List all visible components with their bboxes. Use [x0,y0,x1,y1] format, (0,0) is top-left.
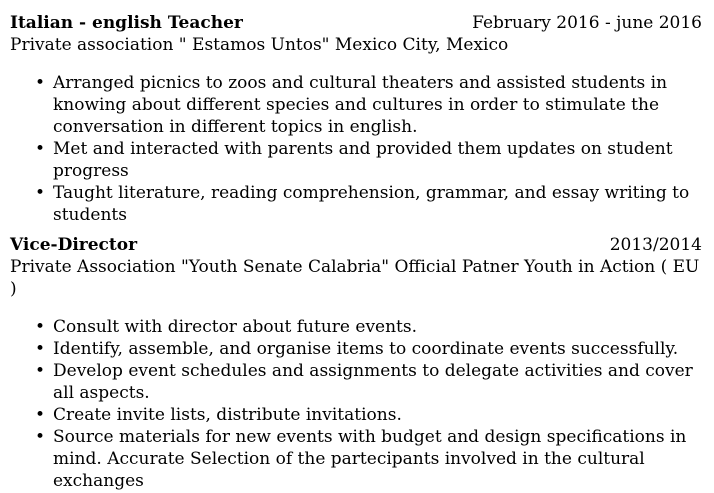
duty-text: Identify, assemble, and organise items to coordinate events successfully. [53,339,679,359]
bullet-icon: • [34,427,46,447]
job-title: Italian - english Teacher [10,13,243,33]
bullet-icon: • [34,405,46,425]
job-organization: Private association " Estamos Untos" Mexico City, Mexico [10,35,509,55]
job-header [10,234,702,256]
duty-item [10,182,702,226]
bullet-icon: • [34,361,46,381]
resume-experience-section [10,12,702,492]
job-header [10,12,702,34]
duty-item [10,426,702,492]
duty-text: Create invite lists, distribute invitations. [53,405,402,425]
duty-item [10,338,702,360]
duty-text: Consult with director about future events. [53,317,418,337]
bullet-icon: • [34,317,46,337]
bullet-icon: • [34,73,46,93]
job-organization: Private Association "Youth Senate Calabria" Official Patner Youth in Action ( EU ) [10,257,700,299]
job-dates: February 2016 - june 2016 [472,13,702,33]
duties-list [10,72,702,226]
duty-text: Develop event schedules and assignments to delegate activities and cover all aspects. [53,361,693,403]
duty-item [10,404,702,426]
duty-text: Taught literature, reading comprehension, grammar, and essay writing to students [53,183,690,225]
duty-text: Source materials for new events with budget and design specifications in mind. Accurate Selection of the partecipants involved in the cultural exchanges [53,427,687,491]
duty-item [10,360,702,404]
bullet-icon: • [34,183,46,203]
bullet-icon: • [34,339,46,359]
duties-list [10,316,702,492]
job-entry-vice-director [10,234,702,492]
job-dates: 2013/2014 [609,235,702,255]
duty-text: Met and interacted with parents and provided them updates on student progress [53,139,673,181]
duty-item [10,316,702,338]
duty-text: Arranged picnics to zoos and cultural theaters and assisted students in knowing about different species and cultures in order to stimulate the conversation in different topics in english. [53,73,668,137]
job-entry-teacher [10,12,702,226]
job-title: Vice-Director [10,235,138,255]
bullet-icon: • [34,139,46,159]
duty-item [10,72,702,138]
duty-item [10,138,702,182]
